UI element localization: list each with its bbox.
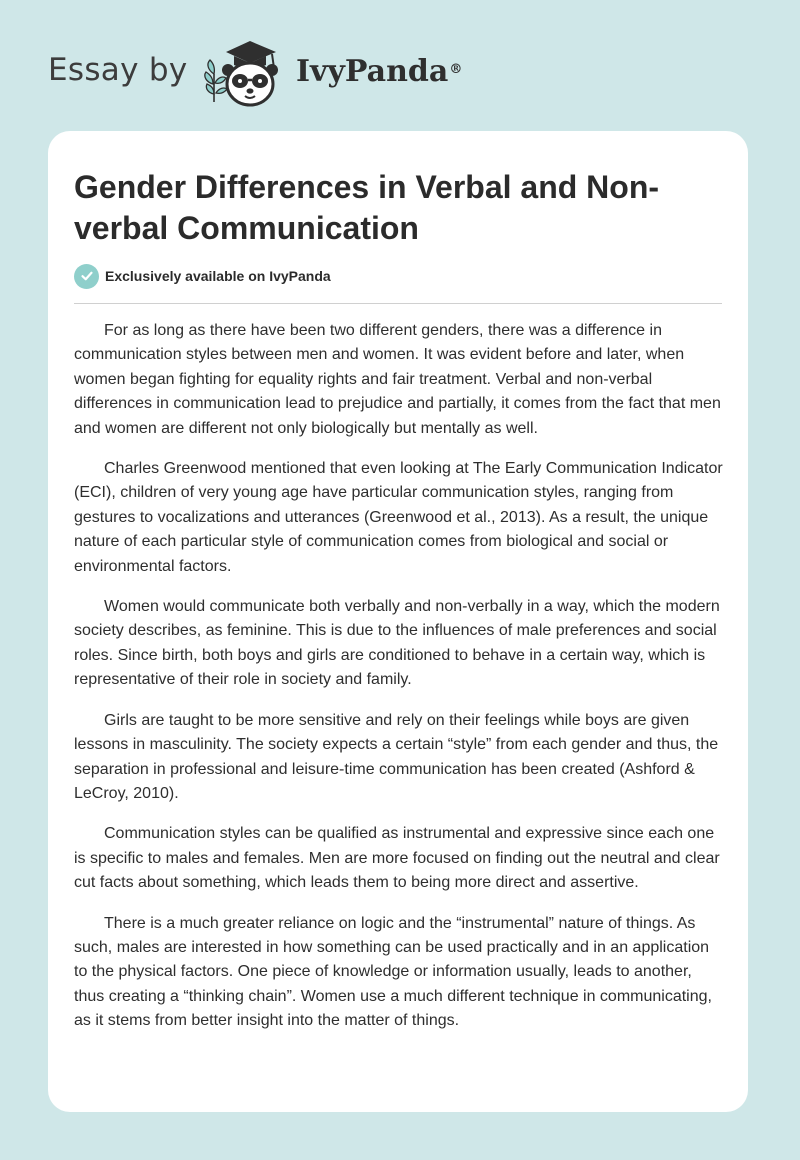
exclusive-notice	[74, 263, 331, 289]
essay-paragraph: Girls are taught to be more sensitive and rely on their feelings while boys are given lessons in masculinity. The society expects a certain “style” from each gender and thus, the separation in professional and leisure-time communication has been created (Ashford & LeCroy, 2010).	[74, 711, 719, 802]
essay-paragraph: There is a much greater reliance on logic and the “instrumental” nature of things. As such, males are interested in how something can be used practically and in an application to the physical factors. One piece of knowledge or information usually, leads to another, thus creating a “thinking chain”. Women use a much different technique in communicating, as it stems from better insight into the matter of things.	[74, 914, 712, 1030]
check-icon	[74, 264, 99, 289]
essay-card	[48, 131, 748, 1112]
essay-paragraph: Communication styles can be qualified as instrumental and expressive since each one is specific to males and females. Men are more focused on finding out the neutral and clear cut facts about something, which leads them to being more direct and assertive.	[74, 825, 720, 892]
brand-name-text: IvyPanda	[296, 54, 449, 89]
registered-mark: ®	[449, 62, 463, 77]
essay-body	[74, 319, 726, 1050]
brand-name[interactable]	[296, 52, 462, 92]
exclusive-label: Exclusively available on IvyPanda	[105, 268, 331, 284]
essay-paragraph: Charles Greenwood mentioned that even looking at The Early Communication Indicator (ECI), children of very young age have particular communication styles, ranging from gestures to vocalizations and utterances (Greenwood et al., 2013). As a result, the unique nature of each particular style of communication comes from biological and social or environmental factors.	[74, 460, 723, 575]
site-header	[0, 0, 800, 130]
essay-title: Gender Differences in Verbal and Non-verbal Communication	[74, 169, 660, 246]
panda-logo-icon[interactable]	[200, 36, 296, 110]
essay-paragraph: For as long as there have been two different genders, there was a difference in communication styles between men and women. It was evident before and later, when women began fighting for equality rights and fair treatment. Verbal and non-verbal differences in communication lead to prejudice and partially, it comes from the fact that men and women are different not only biologically but mentally as well.	[74, 322, 721, 437]
essay-paragraph: Women would communicate both verbally and non-verbally in a way, which the modern society describes, as feminine. This is due to the influences of male preferences and social roles. Since birth, both boys and girls are conditioned to behave in a certain way, which is representative of their role in society and family.	[74, 598, 720, 689]
essay-by-label: Essay by	[48, 52, 188, 88]
title-divider	[74, 303, 722, 304]
